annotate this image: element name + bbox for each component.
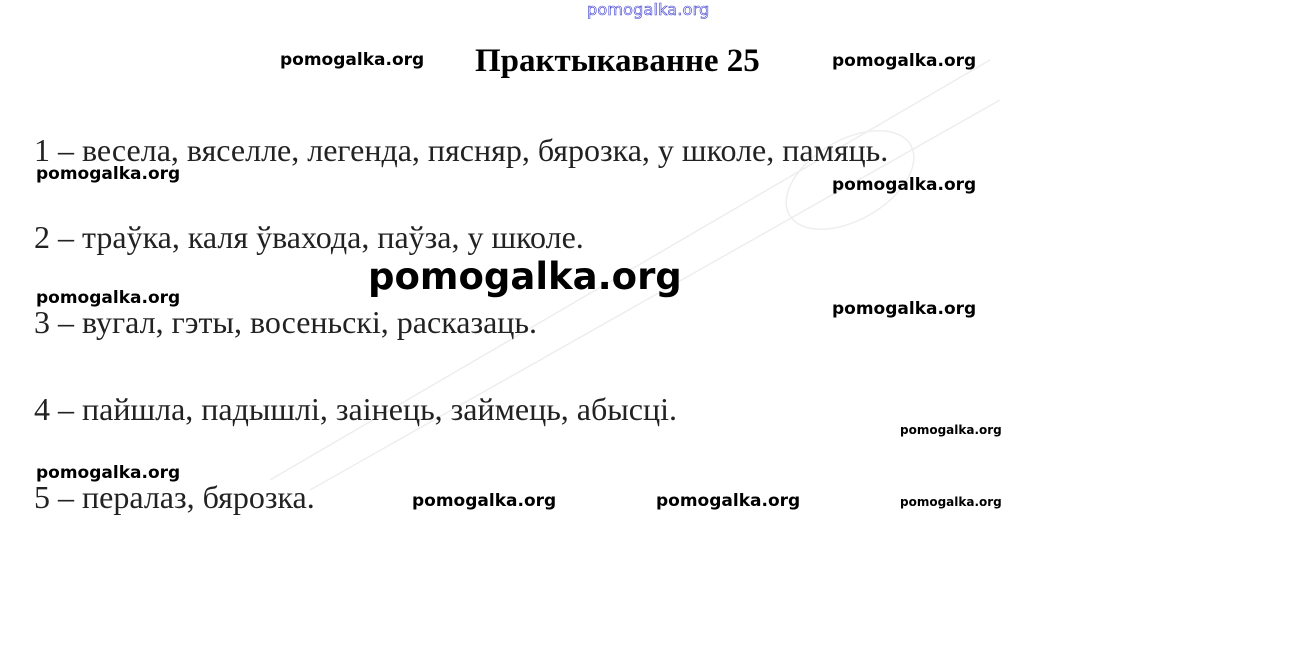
watermark: pomogalka.org — [412, 491, 557, 511]
watermark: pomogalka.org — [832, 175, 977, 195]
page-title: Практыкаванне 25 — [475, 43, 760, 79]
watermark-small: pomogalka.org — [900, 423, 1002, 437]
watermark-small: pomogalka.org — [900, 495, 1002, 509]
watermark-large: pomogalka.org — [368, 255, 682, 298]
answer-line-3: 3 – вугал, гэты, восеньскі, расказаць. — [34, 304, 538, 340]
watermark: pomogalka.org — [36, 288, 181, 308]
answer-line-2: 2 – траўка, каля ўвахода, паўза, у школе. — [34, 219, 584, 255]
watermark: pomogalka.org — [656, 491, 801, 511]
watermark: pomogalka.org — [36, 164, 181, 184]
answer-line-1: 1 – весела, вяселле, легенда, пясняр, бярозка, у школе, памяць. — [34, 132, 889, 168]
answer-line-5: 5 – пералаз, бярозка. — [34, 479, 315, 515]
watermark: pomogalka.org — [832, 299, 977, 319]
watermark: pomogalka.org — [36, 463, 181, 483]
watermark: pomogalka.org — [832, 51, 977, 71]
watermark: pomogalka.org — [280, 50, 425, 70]
site-link[interactable]: pomogalka.org — [587, 0, 710, 19]
answer-line-4: 4 – пайшла, падышлі, заінець, займець, абысці. — [34, 391, 677, 427]
